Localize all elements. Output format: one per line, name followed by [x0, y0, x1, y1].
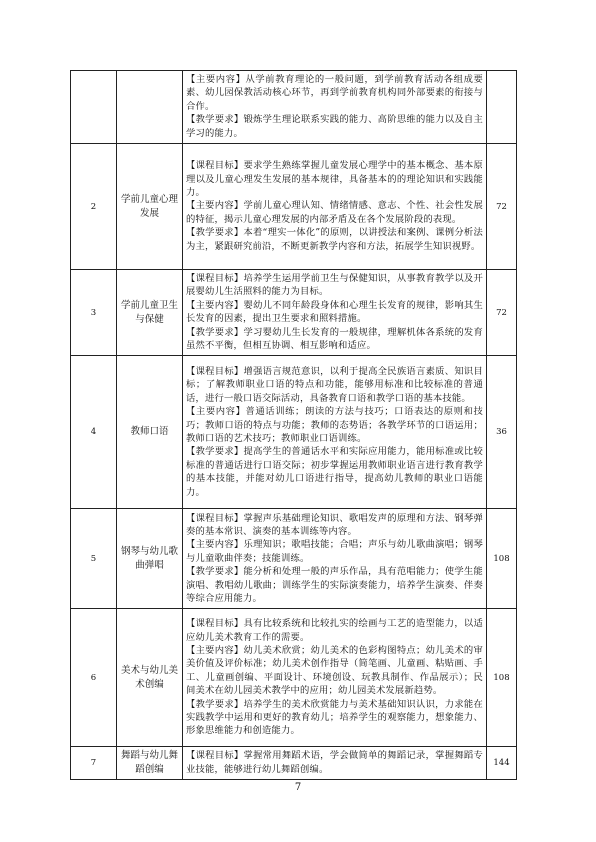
table-row — [71, 609, 517, 747]
table-row — [71, 144, 517, 270]
course-hours: 108 — [487, 509, 517, 609]
row-number: 2 — [71, 144, 117, 270]
course-hours: 72 — [487, 270, 517, 356]
goal-paragraph: 【课程目标】掌握声乐基础理论知识、歌唱发声的原理和方法、钢琴弹奏的基本常识、演奏的基本训练等内容。 — [186, 512, 483, 537]
course-hours — [487, 71, 517, 144]
row-number: 3 — [71, 270, 117, 356]
table-row — [71, 509, 517, 609]
course-description — [183, 509, 487, 609]
goal-paragraph: 【课程目标】具有比较系统和比较扎实的绘画与工艺的造型能力，以适应幼儿美术教育工作的需要。 — [186, 618, 483, 643]
row-number: 6 — [71, 609, 117, 747]
course-name: 钢琴与幼儿歌曲弹唱 — [117, 509, 183, 609]
course-description — [183, 609, 487, 747]
course-name: 教师口语 — [117, 356, 183, 509]
goal-paragraph: 【课程目标】培养学生运用学前卫生与保健知识，从事教育教学以及开展婴幼儿生活照料的能力为目标。 — [186, 273, 483, 298]
course-name: 学前儿童卫生与保健 — [117, 270, 183, 356]
content-paragraph: 【主要内容】普通话训练；朗读的方法与技巧；口语表达的原则和技巧；教师口语的特点与功能；教师的态势语；各教学环节的口语运用；教师口语的艺术技巧；教师职业口语训练。 — [186, 406, 483, 444]
content-paragraph: 【主要内容】幼儿美术欣赏；幼儿美术的色彩构图特点；幼儿美术的审美价值及评价标准；幼儿美术创作指导（简笔画、儿童画、粘贴画、手工、儿童画创编、平面设计、环境创设、玩教具制作、作品展示）；民间美术在幼儿园美术教学中的应用；幼儿园美术发展新趋势。 — [186, 644, 483, 697]
row-number: 5 — [71, 509, 117, 609]
table-row — [71, 270, 517, 356]
goal-paragraph: 【课程目标】掌握常用舞蹈术语，学会做简单的舞蹈记录，掌握舞蹈专业技能，能够进行幼儿舞蹈创编。 — [186, 750, 483, 775]
course-name — [117, 71, 183, 144]
content-paragraph: 【主要内容】从学前教育理论的一般问题，到学前教育活动各组成要素、幼儿园保教活动核心环节，再到学前教育机构同外部要素的衔接与合作。 — [186, 74, 483, 112]
row-number: 7 — [71, 747, 117, 780]
requirement-paragraph: 【教学要求】培养学生的美术欣赏能力与美术基础知识认识，力求能在实践教学中运用和更好的教育幼儿；培养学生的观察能力，想象能力、形象思维能力和创造能力。 — [186, 698, 483, 737]
course-hours: 36 — [487, 356, 517, 509]
course-description — [183, 144, 487, 270]
row-number: 4 — [71, 356, 117, 509]
table-row — [71, 747, 517, 780]
goal-paragraph: 【课程目标】要求学生熟练掌握儿童发展心理学中的基本概念、基本原理以及儿童心理发生发展的基本规律，具备基本的的理论知识和实践能力。 — [186, 160, 483, 198]
requirement-paragraph: 【教学要求】本着“理实一体化”的原则，以讲授法和案例、课例分析法为主，紧跟研究前沿，不断更新教学内容和方法，拓展学生知识视野。 — [186, 227, 483, 252]
table-row — [71, 356, 517, 509]
page-number: 7 — [294, 782, 302, 793]
course-name: 美术与幼儿美术创编 — [117, 609, 183, 747]
row-number — [71, 71, 117, 144]
table-row — [71, 71, 517, 144]
course-hours: 144 — [487, 747, 517, 780]
requirement-paragraph: 【教学要求】学习婴幼儿生长发育的一般规律，理解机体各系统的发育虽然不平衡，但相互协调、相互影响和适应。 — [186, 326, 483, 352]
course-name: 学前儿童心理发展 — [117, 144, 183, 270]
course-name: 舞蹈与幼儿舞蹈创编 — [117, 747, 183, 780]
course-description — [183, 747, 487, 780]
requirement-paragraph: 【教学要求】能分析和处理一般的声乐作品，具有范唱能力；使学生能演唱、教唱幼儿歌曲；训练学生的实际演奏能力，培养学生演奏、伴奏等综合应用能力。 — [186, 566, 483, 604]
content-paragraph: 【主要内容】学前儿童心理认知、情绪情感、意志、个性、社会性发展的特征，揭示儿童心理发展的内部矛盾及在各个发展阶段的表现。 — [186, 200, 483, 225]
course-description — [183, 356, 487, 509]
course-description — [183, 71, 487, 144]
requirement-paragraph: 【教学要求】锻炼学生理论联系实践的能力、高阶思维的能力以及自主学习的能力。 — [186, 114, 483, 139]
course-description — [183, 270, 487, 356]
content-paragraph: 【主要内容】婴幼儿不同年龄段身体和心理生长发育的规律，影响其生长发育的因素，提出卫生要求和照料措施。 — [186, 299, 483, 325]
content-paragraph: 【主要内容】乐理知识；歌唱技能；合唱；声乐与幼儿歌曲演唱；钢琴与儿童歌曲伴奏；技能训练。 — [186, 539, 483, 564]
course-hours: 72 — [487, 144, 517, 270]
goal-paragraph: 【课程目标】增强语言规范意识，以利于提高全民族语言素质、知识目标；了解教师职业口语的特点和功能，能够用标准和比较标准的普通话，进行一般口语交际活动，具备教育口语和教学口语的基本技能。 — [186, 365, 483, 404]
course-hours: 108 — [487, 609, 517, 747]
course-table — [70, 70, 517, 780]
requirement-paragraph: 【教学要求】提高学生的普通话水平和实际应用能力，能用标准或比较标准的普通话进行口语交际；初步掌握运用教师职业语言进行教育教学的基本技能，并能对幼儿口语进行指导，提高幼儿教师的职业口语能力。 — [186, 446, 483, 498]
